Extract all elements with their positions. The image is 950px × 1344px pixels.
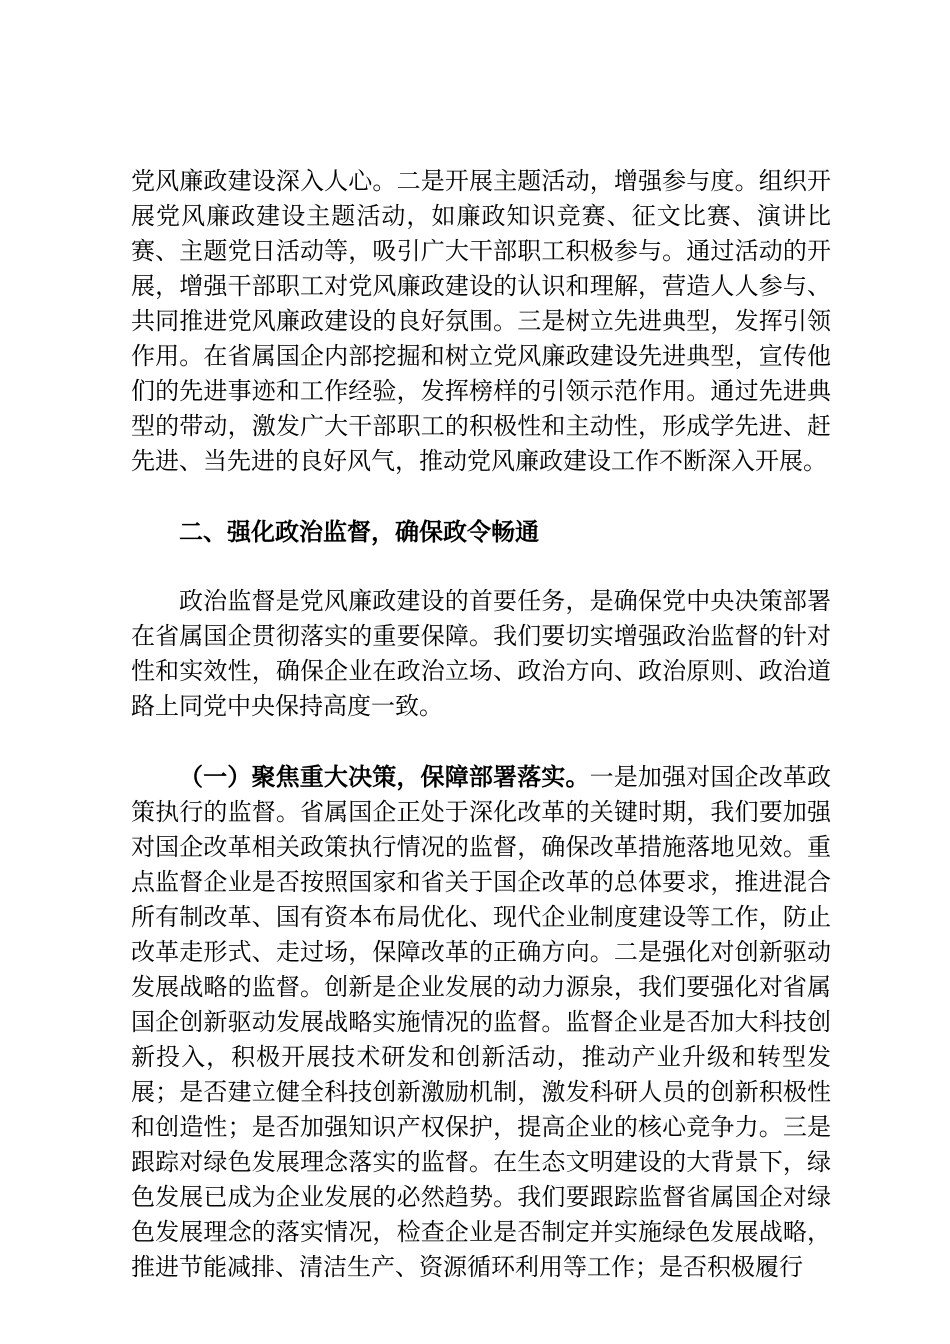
subsection-body: 一是加强对国企改革政策执行的监督。省属国企正处于深化改革的关键时期，我们要加强对国企改革相关政策执行情况的监督，确保改革措施落地见效。重点监督企业是否按照国家和省关于国企改革的总体要求，推进混合所有制改革、国有资本布局优化、现代企业制度建设等工作，防止改革走形式、走过场，保障改革的正确方向。二是强化对创新驱动发展战略的监督。创新是企业发展的动力源泉，我们要强化对省属国企创新驱动发展战略实施情况的监督。监督企业是否加大科技创新投入，积极开展技术研发和创新活动，推动产业升级和转型发展；是否建立健全科技创新激励机制，激发科研人员的创新积极性和创造性；是否加强知识产权保护，提高企业的核心竞争力。三是跟踪对绿色发展理念落实的监督。在生态文明建设的大背景下，绿色发展已成为企业发展的必然趋势。我们要跟踪监督省属国企对绿色发展理念的落实情况，检查企业是否制定并实施绿色发展战略，推进节能减排、清洁生产、资源循环利用等工作；是否积极履行 bbox=[131, 763, 832, 1281]
section-heading: 二、强化政治监督，确保政令畅通 bbox=[179, 517, 539, 546]
document-page bbox=[131, 164, 831, 1285]
paragraph-continuation: 党风廉政建设深入人心。二是开展主题活动，增强参与度。组织开展党风廉政建设主题活动，如廉政知识竞赛、征文比赛、演讲比赛、主题党日活动等，吸引广大干部职工积极参与。通过活动的开展，增强干部职工对党风廉政建设的认识和理解，营造人人参与、共同推进党风廉政建设的良好氛围。三是树立先进典型，发挥引领作用。在省属国企内部挖掘和树立党风廉政建设先进典型，宣传他们的先进事迹和工作经验，发挥榜样的引领示范作用。通过先进典型的带动，激发广大干部职工的积极性和主动性，形成学先进、赶先进、当先进的良好风气，推动党风廉政建设工作不断深入开展。 bbox=[131, 167, 831, 475]
subsection-lead: （一）聚焦重大决策，保障部署落实。 bbox=[179, 762, 590, 791]
paragraph-subsection bbox=[131, 759, 831, 1285]
paragraph-intro: 政治监督是党风廉政建设的首要任务，是确保党中央决策部署在省属国企贯彻落实的重要保障。我们要切实增强政治监督的针对性和实效性，确保企业在政治立场、政治方向、政治原则、政治道路上同党中央保持高度一致。 bbox=[131, 587, 831, 720]
